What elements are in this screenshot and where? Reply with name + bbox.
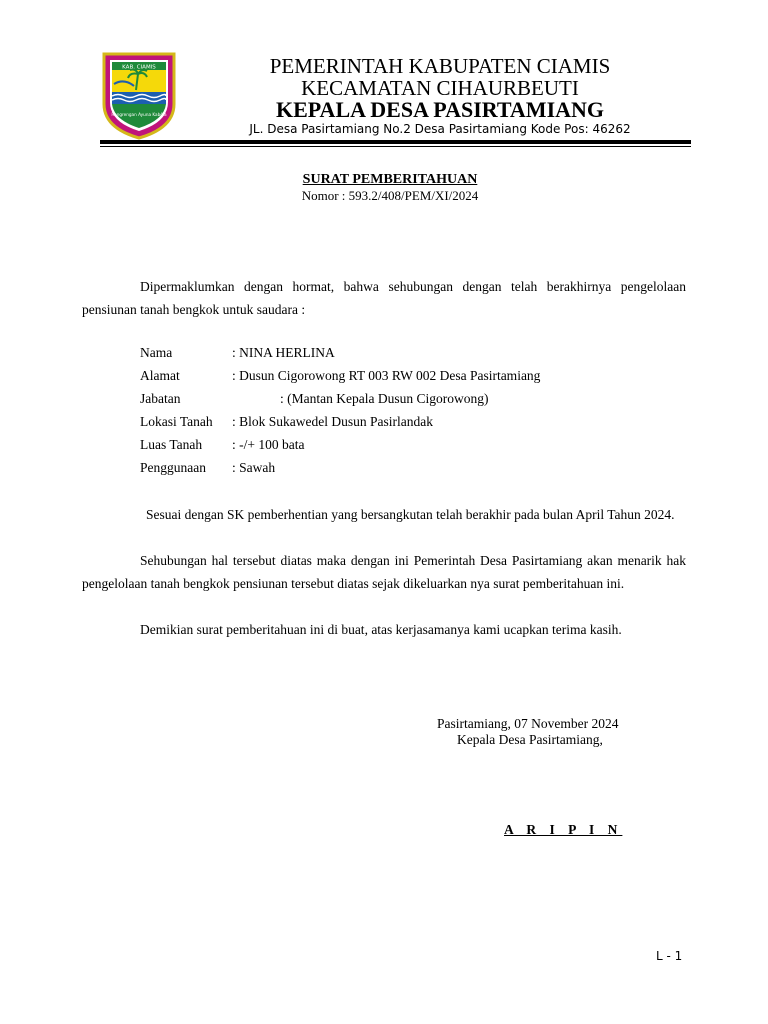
detail-row-usage (140, 460, 275, 476)
detail-row-name (140, 345, 335, 361)
letterhead-office: KEPALA DESA PASIRTAMIANG (275, 97, 605, 122)
logo-top-text: KAB. CIAMIS (122, 64, 156, 71)
detail-value: : Blok Sukawedel Dusun Pasirlandak (232, 414, 433, 429)
detail-row-position (140, 391, 488, 407)
detail-label: Penggunaan (140, 460, 206, 475)
detail-label: Alamat (140, 368, 180, 383)
detail-value: : -/+ 100 bata (232, 437, 305, 452)
detail-label: Jabatan (140, 391, 181, 406)
letterhead-rule-thick (100, 140, 691, 144)
detail-row-land-area (140, 437, 304, 453)
logo-bottom-text: Rengrengan Ayuna Kabéla (111, 112, 167, 117)
letterhead-rule-thin (100, 146, 691, 147)
detail-row-land-location (140, 414, 433, 430)
body-paragraph-1: Sesuai dengan SK pemberhentian yang bersangkutan telah berakhir pada bulan April Tahun 2024. (146, 507, 675, 522)
page-number: L - 1 (656, 949, 683, 963)
signature-place-date: Pasirtamiang, 07 November 2024 (437, 716, 619, 731)
detail-value: : Sawah (232, 460, 276, 475)
letterhead-government: PEMERINTAH KABUPATEN CIAMIS (269, 54, 611, 78)
letterhead-address: JL. Desa Pasirtamiang No.2 Desa Pasirtamiang Kode Pos: 46262 (249, 122, 631, 136)
letter-number: Nomor : 593.2/408/PEM/XI/2024 (301, 188, 479, 203)
intro-paragraph: Dipermaklumkan dengan hormat, bahwa sehubungan dengan telah berakhirnya pengelolaan pensiunan tanah bengkok untuk saudara : (82, 279, 686, 317)
body-paragraph-2: Sehubungan hal tersebut diatas maka dengan ini Pemerintah Desa Pasirtamiang akan menarik hak pengelolaan tanah bengkok pensiunan tersebut diatas sejak dikeluarkan nya surat pemberitahuan ini. (82, 553, 686, 591)
detail-row-address (140, 368, 540, 384)
signature-role: Kepala Desa Pasirtamiang, (457, 732, 603, 747)
letter-title: SURAT PEMBERITAHUAN (302, 172, 478, 187)
ciamis-regency-emblem (100, 48, 178, 140)
detail-value: : Dusun Cigorowong RT 003 RW 002 Desa Pasirtamiang (232, 368, 541, 383)
detail-value: : NINA HERLINA (232, 345, 335, 360)
detail-label: Nama (140, 345, 173, 360)
signature-name: A R I P I N (504, 822, 623, 837)
detail-label: Lokasi Tanah (140, 414, 213, 429)
detail-label: Luas Tanah (140, 437, 203, 452)
detail-value: : (Mantan Kepala Dusun Cigorowong) (280, 391, 489, 406)
letterhead-district: KECAMATAN CIHAURBEUTI (301, 76, 579, 100)
body-paragraph-3: Demikian surat pemberitahuan ini di buat, atas kerjasamanya kami ucapkan terima kasih. (140, 622, 622, 637)
